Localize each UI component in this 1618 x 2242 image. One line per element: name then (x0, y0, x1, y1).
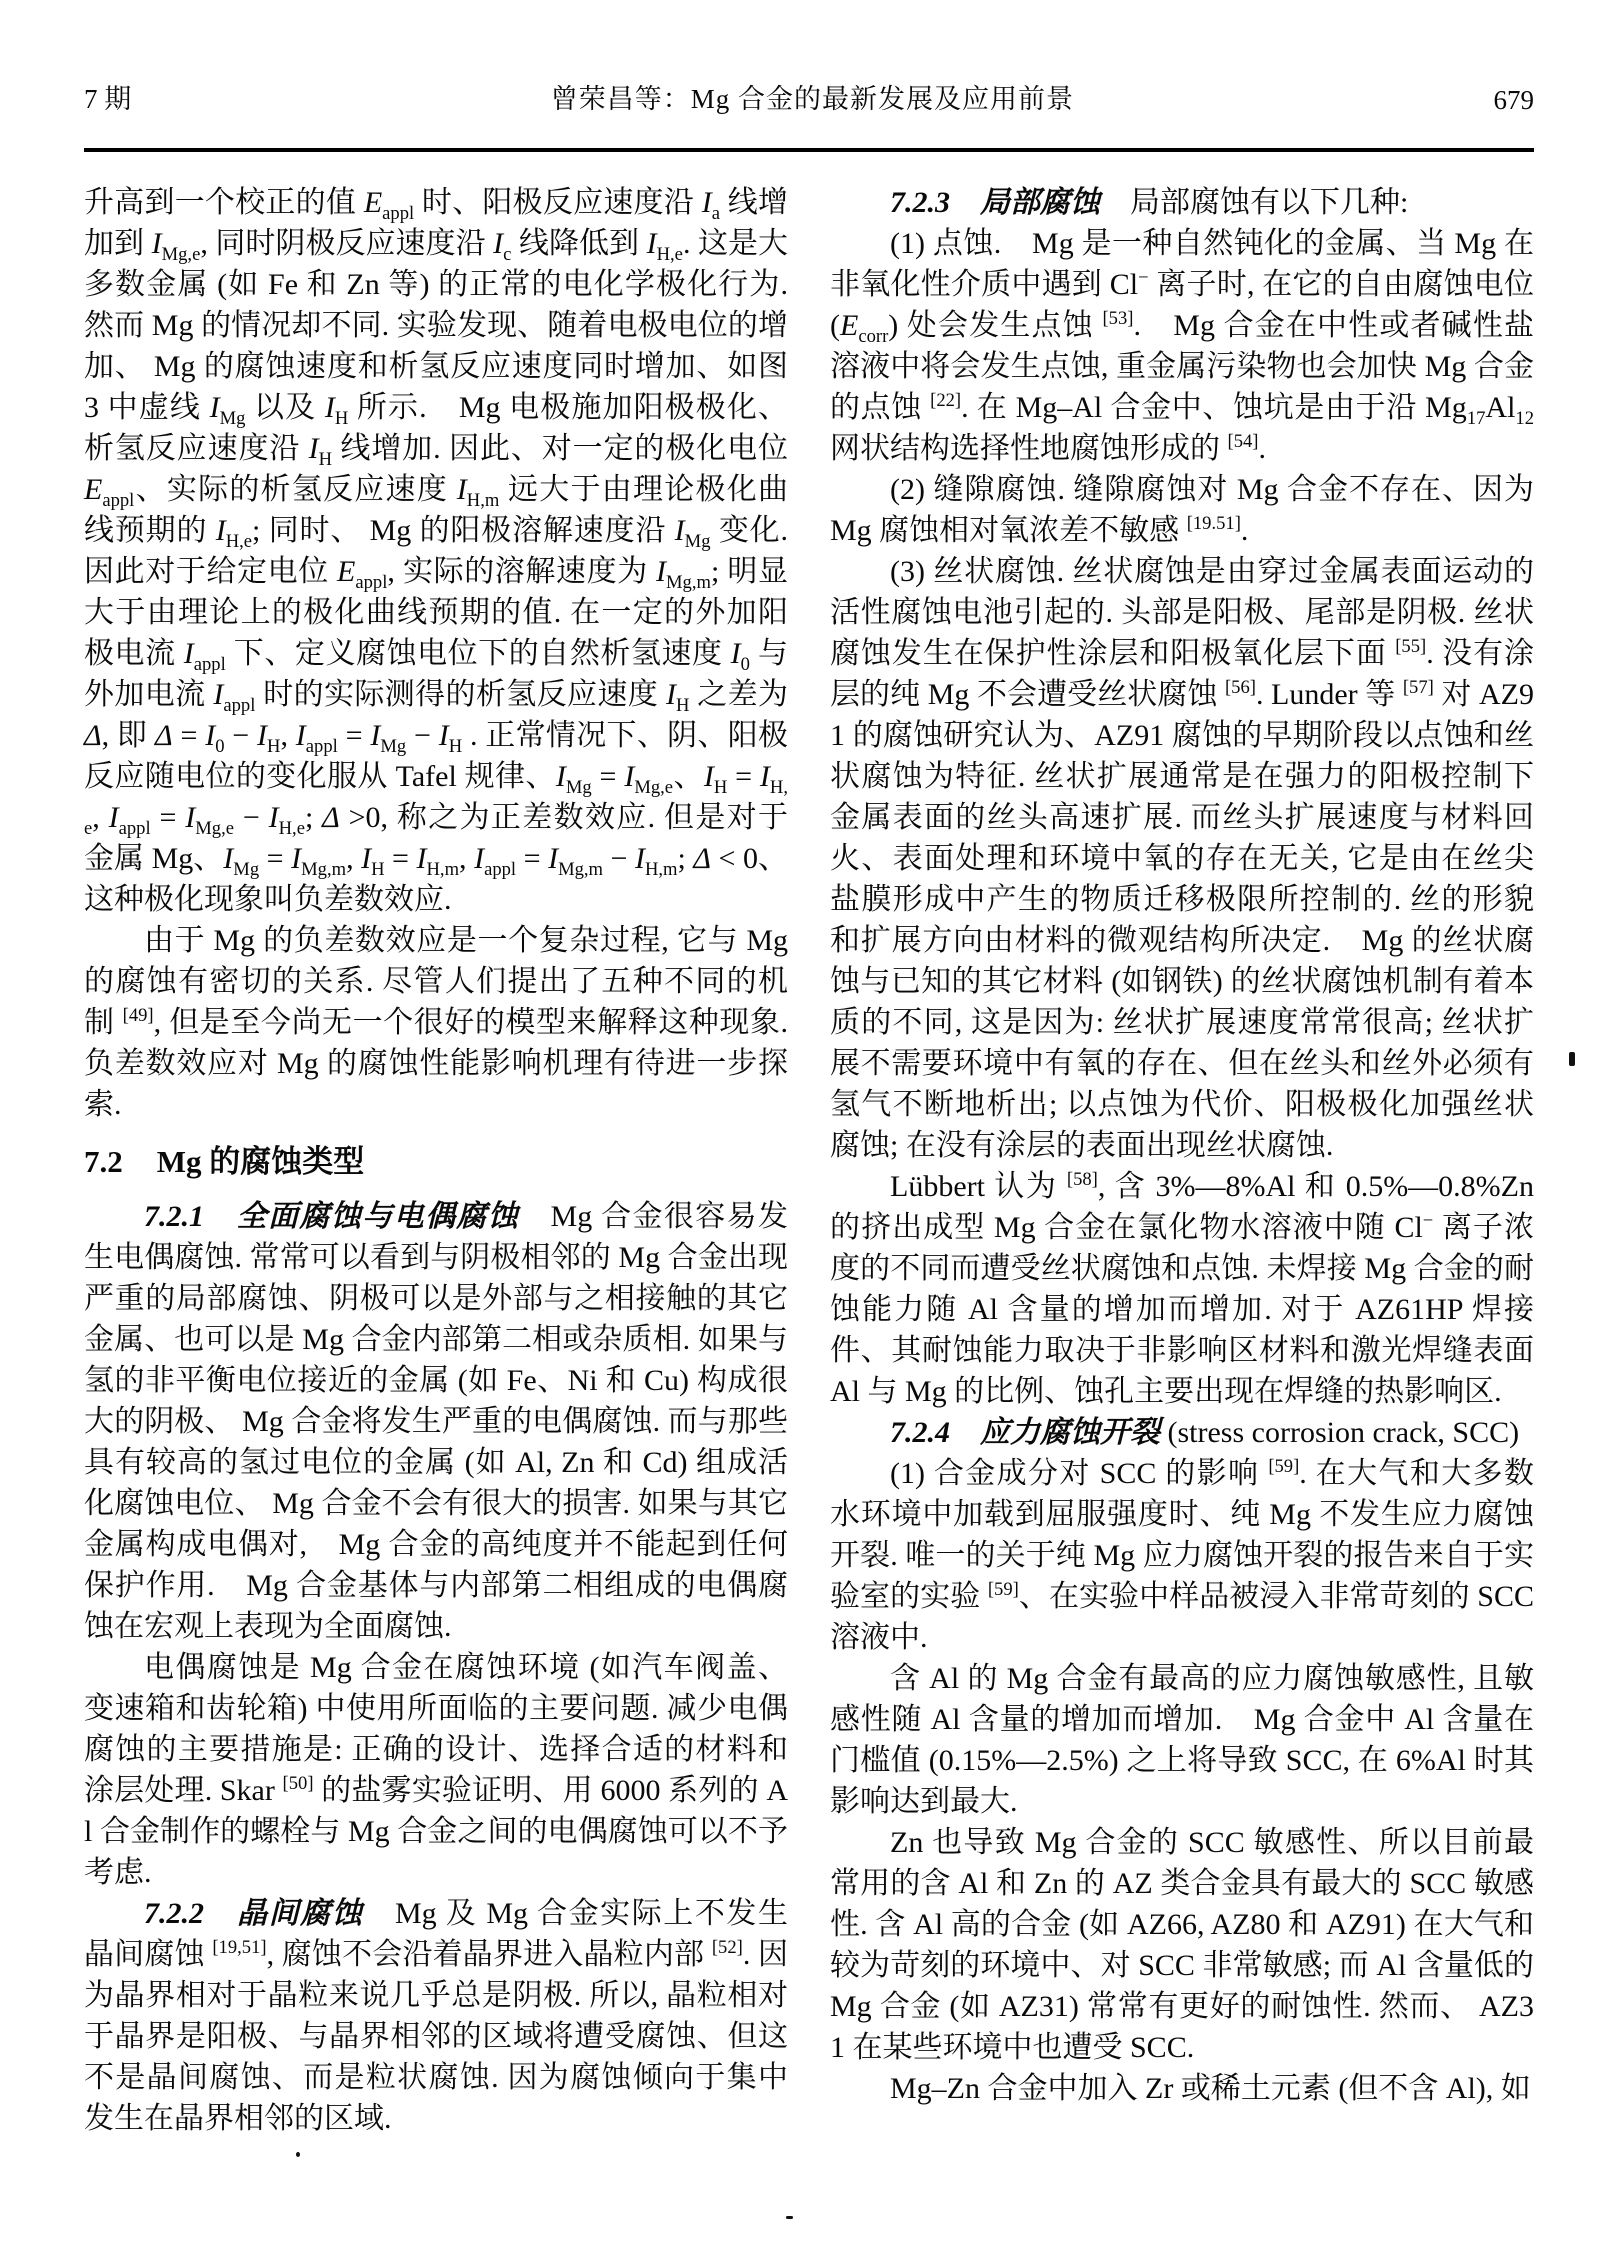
paragraph: 7.2.4 应力腐蚀开裂 (stress corrosion crack, SCC) (890, 1416, 1520, 1449)
left-column (84, 182, 788, 2139)
header-rule (84, 148, 1534, 152)
paragraph: (1) 合金成分对 SCC 的影响 [59]. 在大气和大多数水环境中加载到屈服强度时、纯 Mg 不发生应力腐蚀开裂. 唯一的关于纯 Mg 应力腐蚀开裂的报告来自于实验室的实验 [59]、在实验中样品被浸入非常苛刻的 SCC 溶液中. (830, 1456, 1534, 1654)
section-heading: 7.2 Mg 的腐蚀类型 (84, 1144, 365, 1179)
scan-speck (1569, 1052, 1575, 1066)
paragraph: (1) 点蚀. Mg 是一种自然钝化的金属、当 Mg 在非氧化性介质中遇到 Cl− 离子时, 在它的自由腐蚀电位 $(E_{corr})$ 处会发生点蚀 [53]. Mg 合金在中性或者碱性盐溶液中将会发生点蚀, 重金属污染物也会加快 Mg 合金的点蚀 [22]. 在 Mg–Al 合金中、蚀坑是由于沿 $Mg_{17}Al_{12}$ 网状结构选择性地腐蚀形成的 [54]. (830, 227, 1534, 465)
header-page-number: 679 (1493, 85, 1534, 115)
two-column-body (84, 182, 1534, 2139)
header-running-title: 曾荣昌等：Mg 合金的最新发展及应用前景 (550, 84, 1074, 114)
paragraph: Mg–Zn 合金中加入 Zr 或稀土元素 (但不含 Al), 如 (890, 2072, 1531, 2105)
paragraph: (3) 丝状腐蚀. 丝状腐蚀是由穿过金属表面运动的活性腐蚀电池引起的. 头部是阳极、尾部是阴极. 丝状腐蚀发生在保护性涂层和阳极氧化层下面 [55]. 没有涂层的纯 Mg 不会遭受丝状腐蚀 [56]. Lunder 等 [57] 对 AZ91 的腐蚀研究认为、AZ91 腐蚀的早期阶段以点蚀和丝状腐蚀为特征. 丝状扩展通常是在强力的阳极控制下金属表面的丝头高速扩展. 而丝头扩展速度与材料回火、表面处理和环境中氧的存在无关, 它是由在丝尖盐膜形成中产生的物质迁移极限所控制的. 丝的形貌和扩展方向由材料的微观结构所决定. Mg 的丝状腐蚀与已知的其它材料 (如钢铁) 的丝状腐蚀机制有着本质的不同, 这是因为: 丝状扩展速度常常很高; 丝状扩展不需要环境中有氧的存在、但在丝头和丝外必须有氢气不断地析出; 以点蚀为代价、阳极极化加强丝状腐蚀; 在没有涂层的表面出现丝状腐蚀. (830, 555, 1535, 1162)
scan-speck (296, 2152, 300, 2157)
paragraph: 升高到一个校正的值 $E_{appl}$ 时、阳极反应速度沿 $I_a$ 线增加到 $I_{Mg,e}$, 同时阴极反应速度沿 $I_c$ 线降低到 $I_{H,e}$. 这是大多数金属 (如 Fe 和 Zn 等) 的正常的电化学极化行为. 然而 Mg 的情况却不同. 实验发现、随着电极电位的增加、 Mg 的腐蚀速度和析氢反应速度同时增加、如图 3 中虚线 $I_{Mg}$ 以及 $I_H$ 所示. Mg 电极施加阳极极化、析氢反应速度沿 $I_H$ 线增加. 因此、对一定的极化电位 $E_{appl}$、实际的析氢反应速度 $I_{H,m}$ 远大于由理论极化曲线预期的 $I_{H,e}$; 同时、 Mg 的阳极溶解速度沿 $I_{Mg}$ 变化. 因此对于给定电位 $E_{appl}$, 实际的溶解速度为 $I_{Mg,m}$; 明显大于由理论上的极化曲线预期的值. 在一定的外加阳极电流 $I_{appl}$ 下、定义腐蚀电位下的自然析氢速度 $I_0$ 与外加电流 $I_{appl}$ 时的实际测得的析氢反应速度 $I_H$ 之差为 Δ, 即 $\Delta = I_0 - I_H$, $I_{appl} = I_{Mg} - I_H$ . 正常情况下、阴、阳极反应随电位的变化服从 Tafel 规律、$I_{Mg} = I_{Mg,e}$、$I_H = I_{H,e}$, $I_{appl} = I_{Mg,e} - I_{H,e}$; Δ >0, 称之为正差数效应. 但是对于金属 Mg、$I_{Mg} = I_{Mg,m}$, $I_H = I_{H,m}$, $I_{appl} = I_{Mg,m} - I_{H,m}$; Δ < 0、这种极化现象叫负差数效应. (84, 186, 789, 916)
paragraph: 由于 Mg 的负差数效应是一个复杂过程, 它与 Mg 的腐蚀有密切的关系. 尽管人们提出了五种不同的机制 [49], 但是至今尚无一个很好的模型来解释这种现象. 负差数效应对 Mg 的腐蚀性能影响机理有待进一步探索. (84, 924, 789, 1121)
header-issue: 7 期 (84, 84, 132, 114)
scan-speck (786, 2216, 793, 2219)
paragraph: 电偶腐蚀是 Mg 合金在腐蚀环境 (如汽车阀盖、变速箱和齿轮箱) 中使用所面临的主要问题. 减少电偶腐蚀的主要措施是: 正确的设计、选择合适的材料和涂层处理. Skar [50] 的盐雾实验证明、用 6000 系列的 Al 合金制作的螺栓与 Mg 合金之间的电偶腐蚀可以不予考虑. (84, 1651, 788, 1889)
paragraph: 7.2.2 晶间腐蚀 Mg 及 Mg 合金实际上不发生晶间腐蚀 [19,51], 腐蚀不会沿着晶界进入晶粒内部 [52]. 因为晶界相对于晶粒来说几乎总是阴极. 所以, 晶粒相对于晶界是阳极、与晶界相邻的区域将遭受腐蚀、但这不是晶间腐蚀、而是粒状腐蚀. 因为腐蚀倾向于集中发生在晶界相邻的区域. (84, 1897, 789, 2135)
paragraph: (2) 缝隙腐蚀. 缝隙腐蚀对 Mg 合金不存在、因为 Mg 腐蚀相对氧浓差不敏感 [19.51]. (830, 473, 1534, 547)
paragraph: 含 Al 的 Mg 合金有最高的应力腐蚀敏感性, 且敏感性随 Al 含量的增加而增加. Mg 合金中 Al 含量在门槛值 (0.15%—2.5%) 之上将导致 SCC, 在 6%Al 时其影响达到最大. (830, 1662, 1534, 1818)
paragraph: Lübbert 认为 [58], 含 3%—8%Al 和 0.5%—0.8%Zn 的挤出成型 Mg 合金在氯化物水溶液中随 Cl− 离子浓度的不同而遭受丝状腐蚀和点蚀. 未焊接 Mg 合金的耐蚀能力随 Al 含量的增加而增加. 对于 AZ61HP 焊接件、其耐蚀能力取决于非影响区材料和激光焊缝表面 Al 与 Mg 的比例、蚀孔主要出现在焊缝的热影响区. (830, 1169, 1534, 1408)
page-header (84, 68, 1534, 116)
paragraph: 7.2.1 全面腐蚀与电偶腐蚀 Mg 合金很容易发生电偶腐蚀. 常常可以看到与阴极相邻的 Mg 合金出现严重的局部腐蚀、阴极可以是外部与之相接触的其它金属、也可以是 Mg 合金内部第二相或杂质相. 如果与氢的非平衡电位接近的金属 (如 Fe、Ni 和 Cu) 构成很大的阴极、 Mg 合金将发生严重的电偶腐蚀. 而与那些具有较高的氢过电位的金属 (如 Al, Zn 和 Cd) 组成活化腐蚀电位、 Mg 合金不会有很大的损害. 如果与其它金属构成电偶对, Mg 合金的高纯度并不能起到任何保护作用. Mg 合金基体与内部第二相组成的电偶腐蚀在宏观上表现为全面腐蚀. (84, 1200, 788, 1643)
right-column (830, 182, 1534, 2139)
paragraph: 7.2.3 局部腐蚀 局部腐蚀有以下几种: (890, 186, 1409, 219)
paragraph: Zn 也导致 Mg 合金的 SCC 敏感性、所以目前最常用的含 Al 和 Zn 的 AZ 类合金具有最大的 SCC 敏感性. 含 Al 高的合金 (如 AZ66, AZ80 和 AZ91) 在大气和较为苛刻的环境中、对 SCC 非常敏感; 而 Al 含量低的 Mg 合金 (如 AZ31) 常常有更好的耐蚀性. 然而、 AZ31 在某些环境中也遭受 SCC. (830, 1826, 1534, 2064)
